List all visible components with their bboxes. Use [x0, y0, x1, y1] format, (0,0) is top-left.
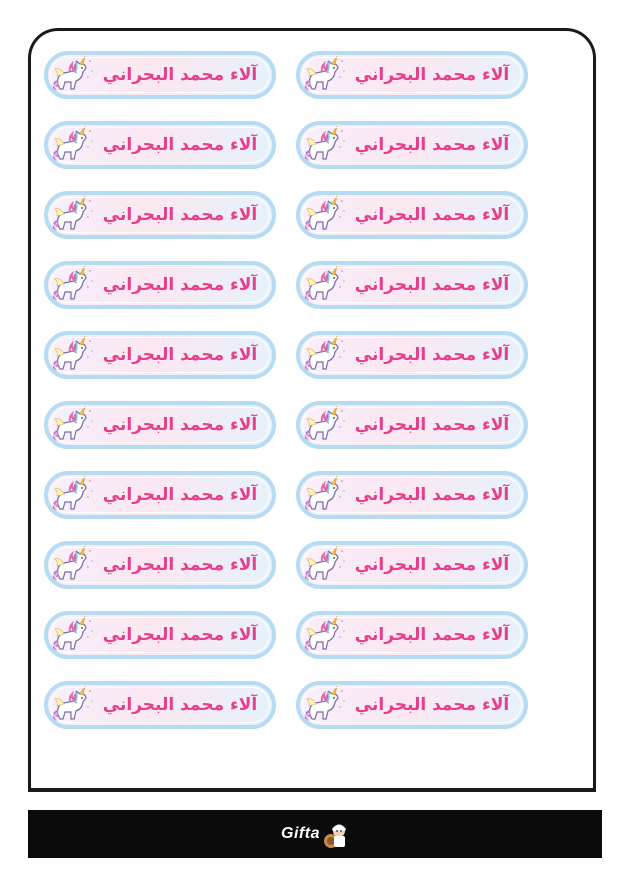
- name-label[interactable]: [44, 191, 276, 239]
- unicorn-icon: [304, 405, 348, 445]
- label-name: آلاء محمد البحراني: [102, 695, 258, 715]
- name-label[interactable]: [296, 611, 528, 659]
- name-label[interactable]: [296, 191, 528, 239]
- label-name: آلاء محمد البحراني: [354, 415, 510, 435]
- label-name: آلاء محمد البحراني: [354, 275, 510, 295]
- unicorn-icon: [52, 685, 96, 725]
- label-name: آلاء محمد البحراني: [102, 135, 258, 155]
- name-label[interactable]: [44, 681, 276, 729]
- unicorn-icon: [304, 615, 348, 655]
- unicorn-icon: [52, 265, 96, 305]
- brand-logo[interactable]: [281, 819, 349, 849]
- unicorn-icon: [304, 265, 348, 305]
- brand-name: Gifta: [281, 825, 320, 842]
- name-label[interactable]: [44, 471, 276, 519]
- name-label[interactable]: [296, 401, 528, 449]
- unicorn-icon: [304, 125, 348, 165]
- name-label[interactable]: [296, 471, 528, 519]
- name-label[interactable]: [296, 331, 528, 379]
- label-name: آلاء محمد البحراني: [354, 135, 510, 155]
- label-name: آلاء محمد البحراني: [354, 205, 510, 225]
- unicorn-icon: [52, 545, 96, 585]
- name-label[interactable]: [44, 611, 276, 659]
- name-label[interactable]: [296, 51, 528, 99]
- name-label[interactable]: [296, 541, 528, 589]
- label-grid: [44, 51, 528, 729]
- unicorn-icon: [304, 55, 348, 95]
- label-name: آلاء محمد البحراني: [102, 415, 258, 435]
- label-name: آلاء محمد البحراني: [102, 65, 258, 85]
- unicorn-icon: [304, 195, 348, 235]
- name-label[interactable]: [44, 51, 276, 99]
- label-name: آلاء محمد البحراني: [102, 205, 258, 225]
- name-label[interactable]: [44, 331, 276, 379]
- unicorn-icon: [52, 195, 96, 235]
- unicorn-icon: [304, 475, 348, 515]
- label-name: آلاء محمد البحراني: [354, 695, 510, 715]
- unicorn-icon: [52, 125, 96, 165]
- label-name: آلاء محمد البحراني: [354, 65, 510, 85]
- label-name: آلاء محمد البحراني: [102, 275, 258, 295]
- unicorn-icon: [52, 615, 96, 655]
- footer-bar: [28, 810, 602, 858]
- unicorn-icon: [304, 685, 348, 725]
- name-label[interactable]: [44, 541, 276, 589]
- label-name: آلاء محمد البحراني: [354, 625, 510, 645]
- unicorn-icon: [52, 335, 96, 375]
- name-label[interactable]: [296, 261, 528, 309]
- label-name: آلاء محمد البحراني: [102, 345, 258, 365]
- unicorn-icon: [52, 55, 96, 95]
- unicorn-icon: [52, 405, 96, 445]
- label-name: آلاء محمد البحراني: [354, 345, 510, 365]
- unicorn-icon: [304, 545, 348, 585]
- name-label[interactable]: [44, 401, 276, 449]
- label-name: آلاء محمد البحراني: [102, 555, 258, 575]
- name-label[interactable]: [44, 121, 276, 169]
- mascot-icon: [321, 819, 349, 849]
- label-name: آلاء محمد البحراني: [102, 485, 258, 505]
- name-label[interactable]: [44, 261, 276, 309]
- label-name: آلاء محمد البحراني: [354, 555, 510, 575]
- name-label[interactable]: [296, 681, 528, 729]
- unicorn-icon: [52, 475, 96, 515]
- label-name: آلاء محمد البحراني: [102, 625, 258, 645]
- label-name: آلاء محمد البحراني: [354, 485, 510, 505]
- unicorn-icon: [304, 335, 348, 375]
- name-label[interactable]: [296, 121, 528, 169]
